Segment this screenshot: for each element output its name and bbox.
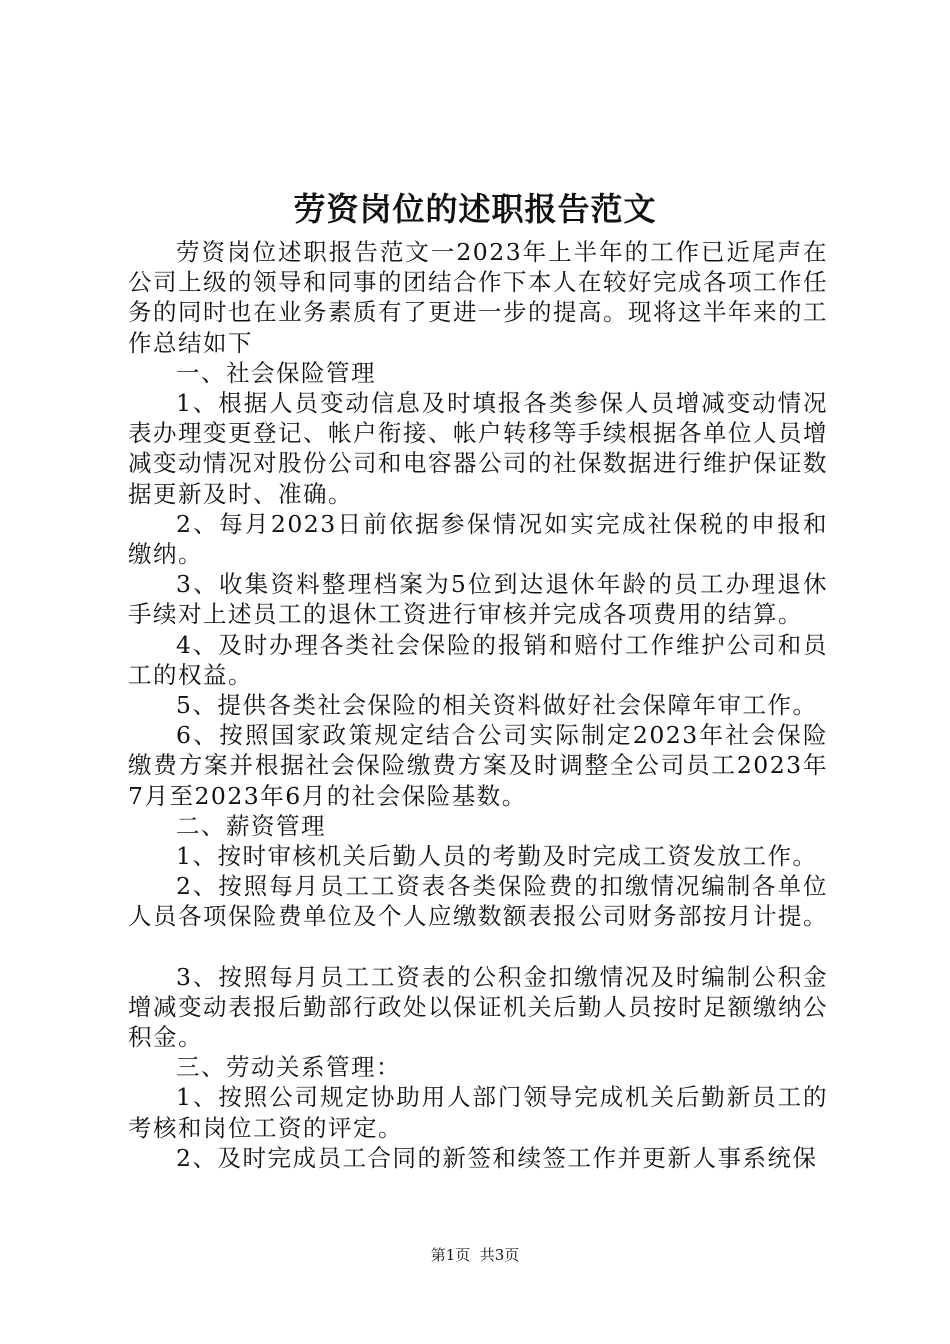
paragraph-item: 1、按时审核机关后勤人员的考勤及时完成工资发放工作。 xyxy=(176,842,818,871)
section-heading-salary: 二、薪资管理 xyxy=(176,811,326,840)
paragraph-item: 2、每月2023日前依据参保情况如实完成社保税的申报和缴纳。 xyxy=(128,509,828,569)
page-footer: 第1页 共3页 xyxy=(430,1246,520,1264)
paragraph-item: 1、按照公司规定协助用人部门领导完成机关后勤新员工的考核和岗位工资的评定。 xyxy=(128,1083,828,1142)
paragraph-item: 2、及时完成员工合同的新签和续签工作并更新人事系统保 xyxy=(176,1143,818,1172)
paragraph-item: 5、提供各类社会保险的相关资料做好社会保障年审工作。 xyxy=(176,691,818,720)
section-heading-social-insurance: 一、社会保险管理 xyxy=(176,358,376,387)
document-title: 劳资岗位的述职报告范文 xyxy=(293,190,657,228)
paragraph-item: 3、收集资料整理档案为5位到达退休年龄的员工办理退休手续对上述员工的退休工资进行审核并完成各项费用的结算。 xyxy=(128,570,828,629)
paragraph-item: 3、按照每月员工工资表的公积金扣缴情况及时编制公积金增减变动表报后勤部行政处以保证机关后勤人员按时足额缴纳公积金。 xyxy=(128,962,828,1052)
paragraph-item: 1、根据人员变动信息及时填报各类参保人员增减变动情况表办理变更登记、帐户衔接、帐户转移等手续根据各单位人员增减变动情况对股份公司和电容器公司的社保数据进行维护保证数据更新及时、准确。 xyxy=(128,389,828,508)
paragraph-intro: 劳资岗位述职报告范文一2023年上半年的工作已近尾声在公司上级的领导和同事的团结合作下本人在较好完成各项工作任务的同时也在业务素质有了更进一步的提高。现将这半年来的工作总结如下 xyxy=(128,238,828,357)
paragraph-item: 6、按照国家政策规定结合公司实际制定2023年社会保险缴费方案并根据社会保险缴费方案及时调整全公司员工2023年7月至2023年6月的社会保险基数。 xyxy=(128,721,828,810)
section-heading-labor-relations: 三、劳动关系管理： xyxy=(176,1053,401,1082)
paragraph-item: 2、按照每月员工工资表各类保险费的扣缴情况编制各单位人员各项保险费单位及个人应缴数额表报公司财务部按月计提。 xyxy=(128,872,828,931)
document-body xyxy=(128,237,828,1173)
paragraph-item: 4、及时办理各类社会保险的报销和赔付工作维护公司和员工的权益。 xyxy=(128,630,828,689)
